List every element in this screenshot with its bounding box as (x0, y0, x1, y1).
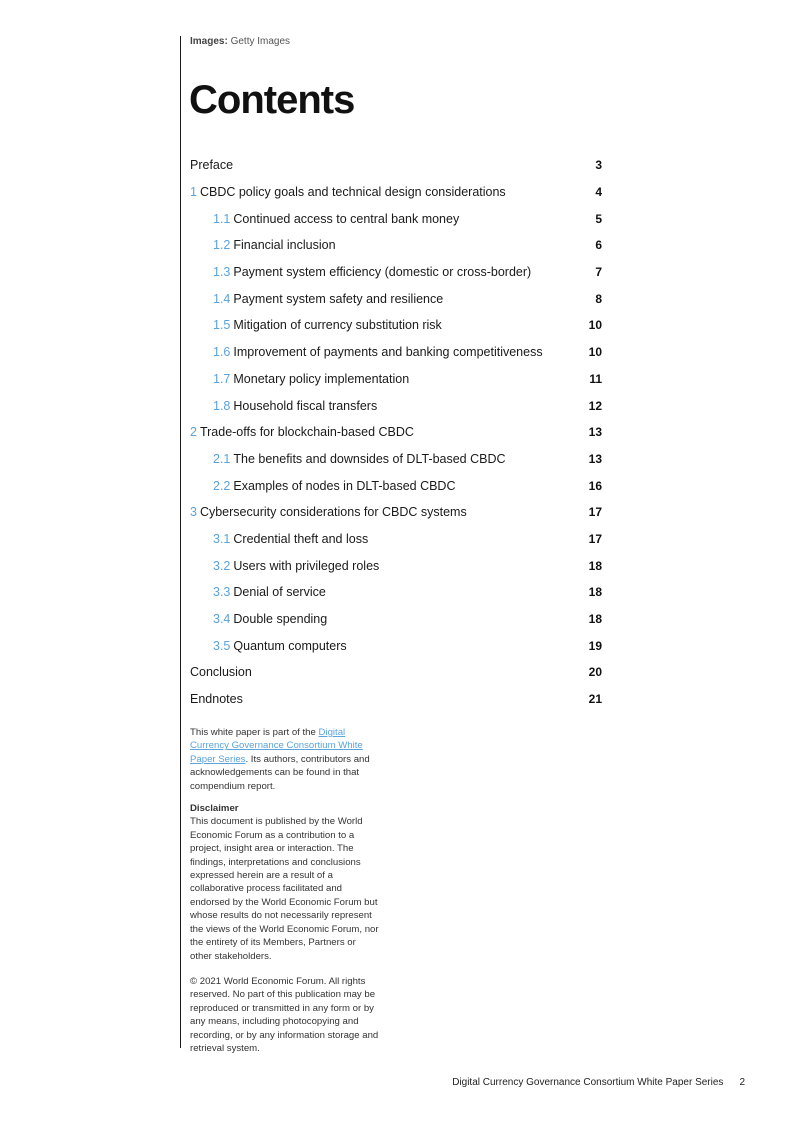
toc-entry-title (190, 425, 414, 439)
toc-entry-page: 13 (588, 451, 602, 466)
toc-entry[interactable] (190, 232, 602, 259)
disclaimer-heading: Disclaimer (190, 803, 239, 815)
toc-entry-label: Quantum computers (233, 638, 347, 653)
info-block (190, 726, 380, 1055)
toc-entry-label: Financial inclusion (233, 238, 336, 253)
toc-entry-number: 2.2 (213, 478, 231, 493)
toc-entry-label: Mitigation of currency substitution risk (233, 318, 442, 333)
toc-entry-page: 3 (595, 158, 602, 173)
series-note (190, 726, 380, 793)
toc-entry-page: 12 (588, 398, 602, 413)
toc-entry-page: 10 (588, 318, 602, 333)
toc-entry[interactable] (190, 579, 602, 606)
toc-entry[interactable] (190, 472, 602, 499)
toc-entry-label: Endnotes (190, 692, 243, 707)
toc-entry-number: 3.1 (213, 531, 231, 546)
toc-entry-label: CBDC policy goals and technical design considerations (199, 185, 506, 200)
toc-entry-title (213, 238, 336, 252)
toc-entry-page: 8 (595, 291, 602, 306)
footer-page-number: 2 (739, 1077, 745, 1088)
toc-entry-number: 1.6 (213, 345, 231, 360)
toc-entry-number: 1 (190, 185, 197, 200)
toc-entry-number: 3 (190, 505, 197, 520)
toc-entry[interactable] (190, 552, 602, 579)
toc-entry-title (190, 158, 233, 172)
toc-entry-title (213, 212, 459, 226)
toc-entry-page: 21 (588, 692, 602, 707)
table-of-contents (190, 152, 602, 712)
toc-entry-label: Conclusion (190, 665, 252, 680)
toc-entry-label: Users with privileged roles (233, 558, 380, 573)
toc-entry[interactable] (190, 632, 602, 659)
toc-entry-title (190, 692, 243, 706)
toc-entry[interactable] (190, 312, 602, 339)
toc-entry[interactable] (190, 606, 602, 633)
toc-entry-page: 18 (588, 585, 602, 600)
toc-entry[interactable] (190, 499, 602, 526)
toc-entry-title (213, 532, 368, 546)
toc-entry-label: Cybersecurity considerations for CBDC systems (199, 505, 467, 520)
toc-entry-number: 1.8 (213, 398, 231, 413)
toc-entry-page: 10 (588, 345, 602, 360)
image-credit-text: Getty Images (230, 36, 291, 47)
toc-entry-number: 3.5 (213, 638, 231, 653)
toc-entry-title (213, 479, 456, 493)
toc-entry-page: 6 (595, 238, 602, 253)
toc-entry[interactable] (190, 285, 602, 312)
toc-entry-number: 3.2 (213, 558, 231, 573)
toc-entry-label: Improvement of payments and banking competitiveness (233, 345, 543, 360)
toc-entry-page: 19 (588, 638, 602, 653)
toc-entry-title (213, 372, 409, 386)
toc-entry-label: The benefits and downsides of DLT-based CBDC (233, 451, 506, 466)
toc-entry-page: 4 (595, 185, 602, 200)
disclaimer-text: This document is published by the World Economic Forum as a contribution to a project, insight area or interaction. The findings, interpretations and conclusions expressed herein are a result of a collaborative process facilitated and endorsed by the World Economic Forum but whose results do not necessarily represent the views of the World Economic Forum, nor the entirety of its Members, Partners or other stakeholders. (190, 816, 379, 962)
toc-entry-title (213, 292, 443, 306)
series-note-intro: This white paper is part of the (190, 727, 316, 738)
toc-entry-label: Continued access to central bank money (233, 211, 460, 226)
copyright-text: © 2021 World Economic Forum. All rights reserved. No part of this publication may be reproduced or transmitted in any form or by any means, including photocopying and recording, or by any information storage and retrieval system. (190, 975, 379, 1054)
toc-entry-number: 1.5 (213, 318, 231, 333)
toc-entry-label: Household fiscal transfers (233, 398, 378, 413)
toc-entry[interactable] (190, 526, 602, 553)
series-note-outro: . Its authors, contributors and acknowledgements can be found in that compendium report. (190, 753, 370, 792)
toc-entry-page: 7 (595, 265, 602, 280)
toc-entry-title (213, 585, 326, 599)
toc-entry-page: 17 (588, 531, 602, 546)
toc-entry[interactable] (190, 179, 602, 206)
toc-entry-page: 13 (588, 425, 602, 440)
toc-entry-title (190, 505, 467, 519)
toc-entry-number: 1.3 (213, 265, 231, 280)
page-title: Contents (189, 78, 355, 122)
toc-entry-number: 1.1 (213, 211, 231, 226)
toc-entry-number: 2 (190, 425, 197, 440)
toc-entry[interactable] (190, 259, 602, 286)
toc-entry-title (213, 265, 531, 279)
toc-entry[interactable] (190, 446, 602, 473)
toc-entry[interactable] (190, 152, 602, 179)
series-link[interactable]: Digital Currency Governance Consortium White Paper Series (190, 727, 363, 765)
toc-entry-label: Payment system efficiency (domestic or cross-border) (233, 265, 532, 280)
toc-entry[interactable] (190, 659, 602, 686)
toc-entry-page: 11 (589, 371, 602, 386)
toc-entry-title (213, 559, 379, 573)
toc-entry-label: Preface (190, 158, 234, 173)
toc-entry-title (213, 639, 347, 653)
toc-entry-title (213, 318, 442, 332)
image-credit-label: Images: (190, 36, 228, 47)
toc-entry-label: Payment system safety and resilience (233, 291, 444, 306)
toc-entry-page: 18 (588, 558, 602, 573)
toc-entry-label: Monetary policy implementation (233, 371, 410, 386)
toc-entry-label: Examples of nodes in DLT-based CBDC (233, 478, 456, 493)
toc-entry-title (213, 612, 327, 626)
toc-entry-number: 2.1 (213, 451, 231, 466)
toc-entry-page: 5 (595, 211, 602, 226)
toc-entry-number: 1.4 (213, 291, 231, 306)
toc-entry-title (190, 665, 252, 679)
toc-entry-title (213, 452, 506, 466)
toc-entry-number: 1.7 (213, 371, 231, 386)
toc-entry-page: 18 (588, 612, 602, 627)
toc-entry[interactable] (190, 205, 602, 232)
toc-entry-title (190, 185, 506, 199)
toc-entry[interactable] (190, 392, 602, 419)
toc-entry-title (213, 345, 543, 359)
toc-entry-number: 3.4 (213, 612, 231, 627)
footer-series-title: Digital Currency Governance Consortium White Paper Series (452, 1077, 724, 1088)
toc-entry-page: 20 (588, 665, 602, 680)
toc-entry[interactable] (190, 686, 602, 713)
image-credit (190, 36, 290, 47)
toc-entry[interactable] (190, 366, 602, 393)
toc-entry[interactable] (190, 339, 602, 366)
toc-entry-title (213, 399, 377, 413)
toc-entry-number: 3.3 (213, 585, 231, 600)
page-footer (452, 1077, 745, 1088)
toc-entry-label: Double spending (233, 612, 328, 627)
margin-rule (180, 36, 181, 1048)
toc-entry-label: Credential theft and loss (233, 531, 369, 546)
toc-entry-label: Trade-offs for blockchain-based CBDC (199, 425, 414, 440)
toc-entry-label: Denial of service (233, 585, 326, 600)
toc-entry-page: 17 (588, 505, 602, 520)
toc-entry[interactable] (190, 419, 602, 446)
toc-entry-number: 1.2 (213, 238, 231, 253)
toc-entry-page: 16 (588, 478, 602, 493)
